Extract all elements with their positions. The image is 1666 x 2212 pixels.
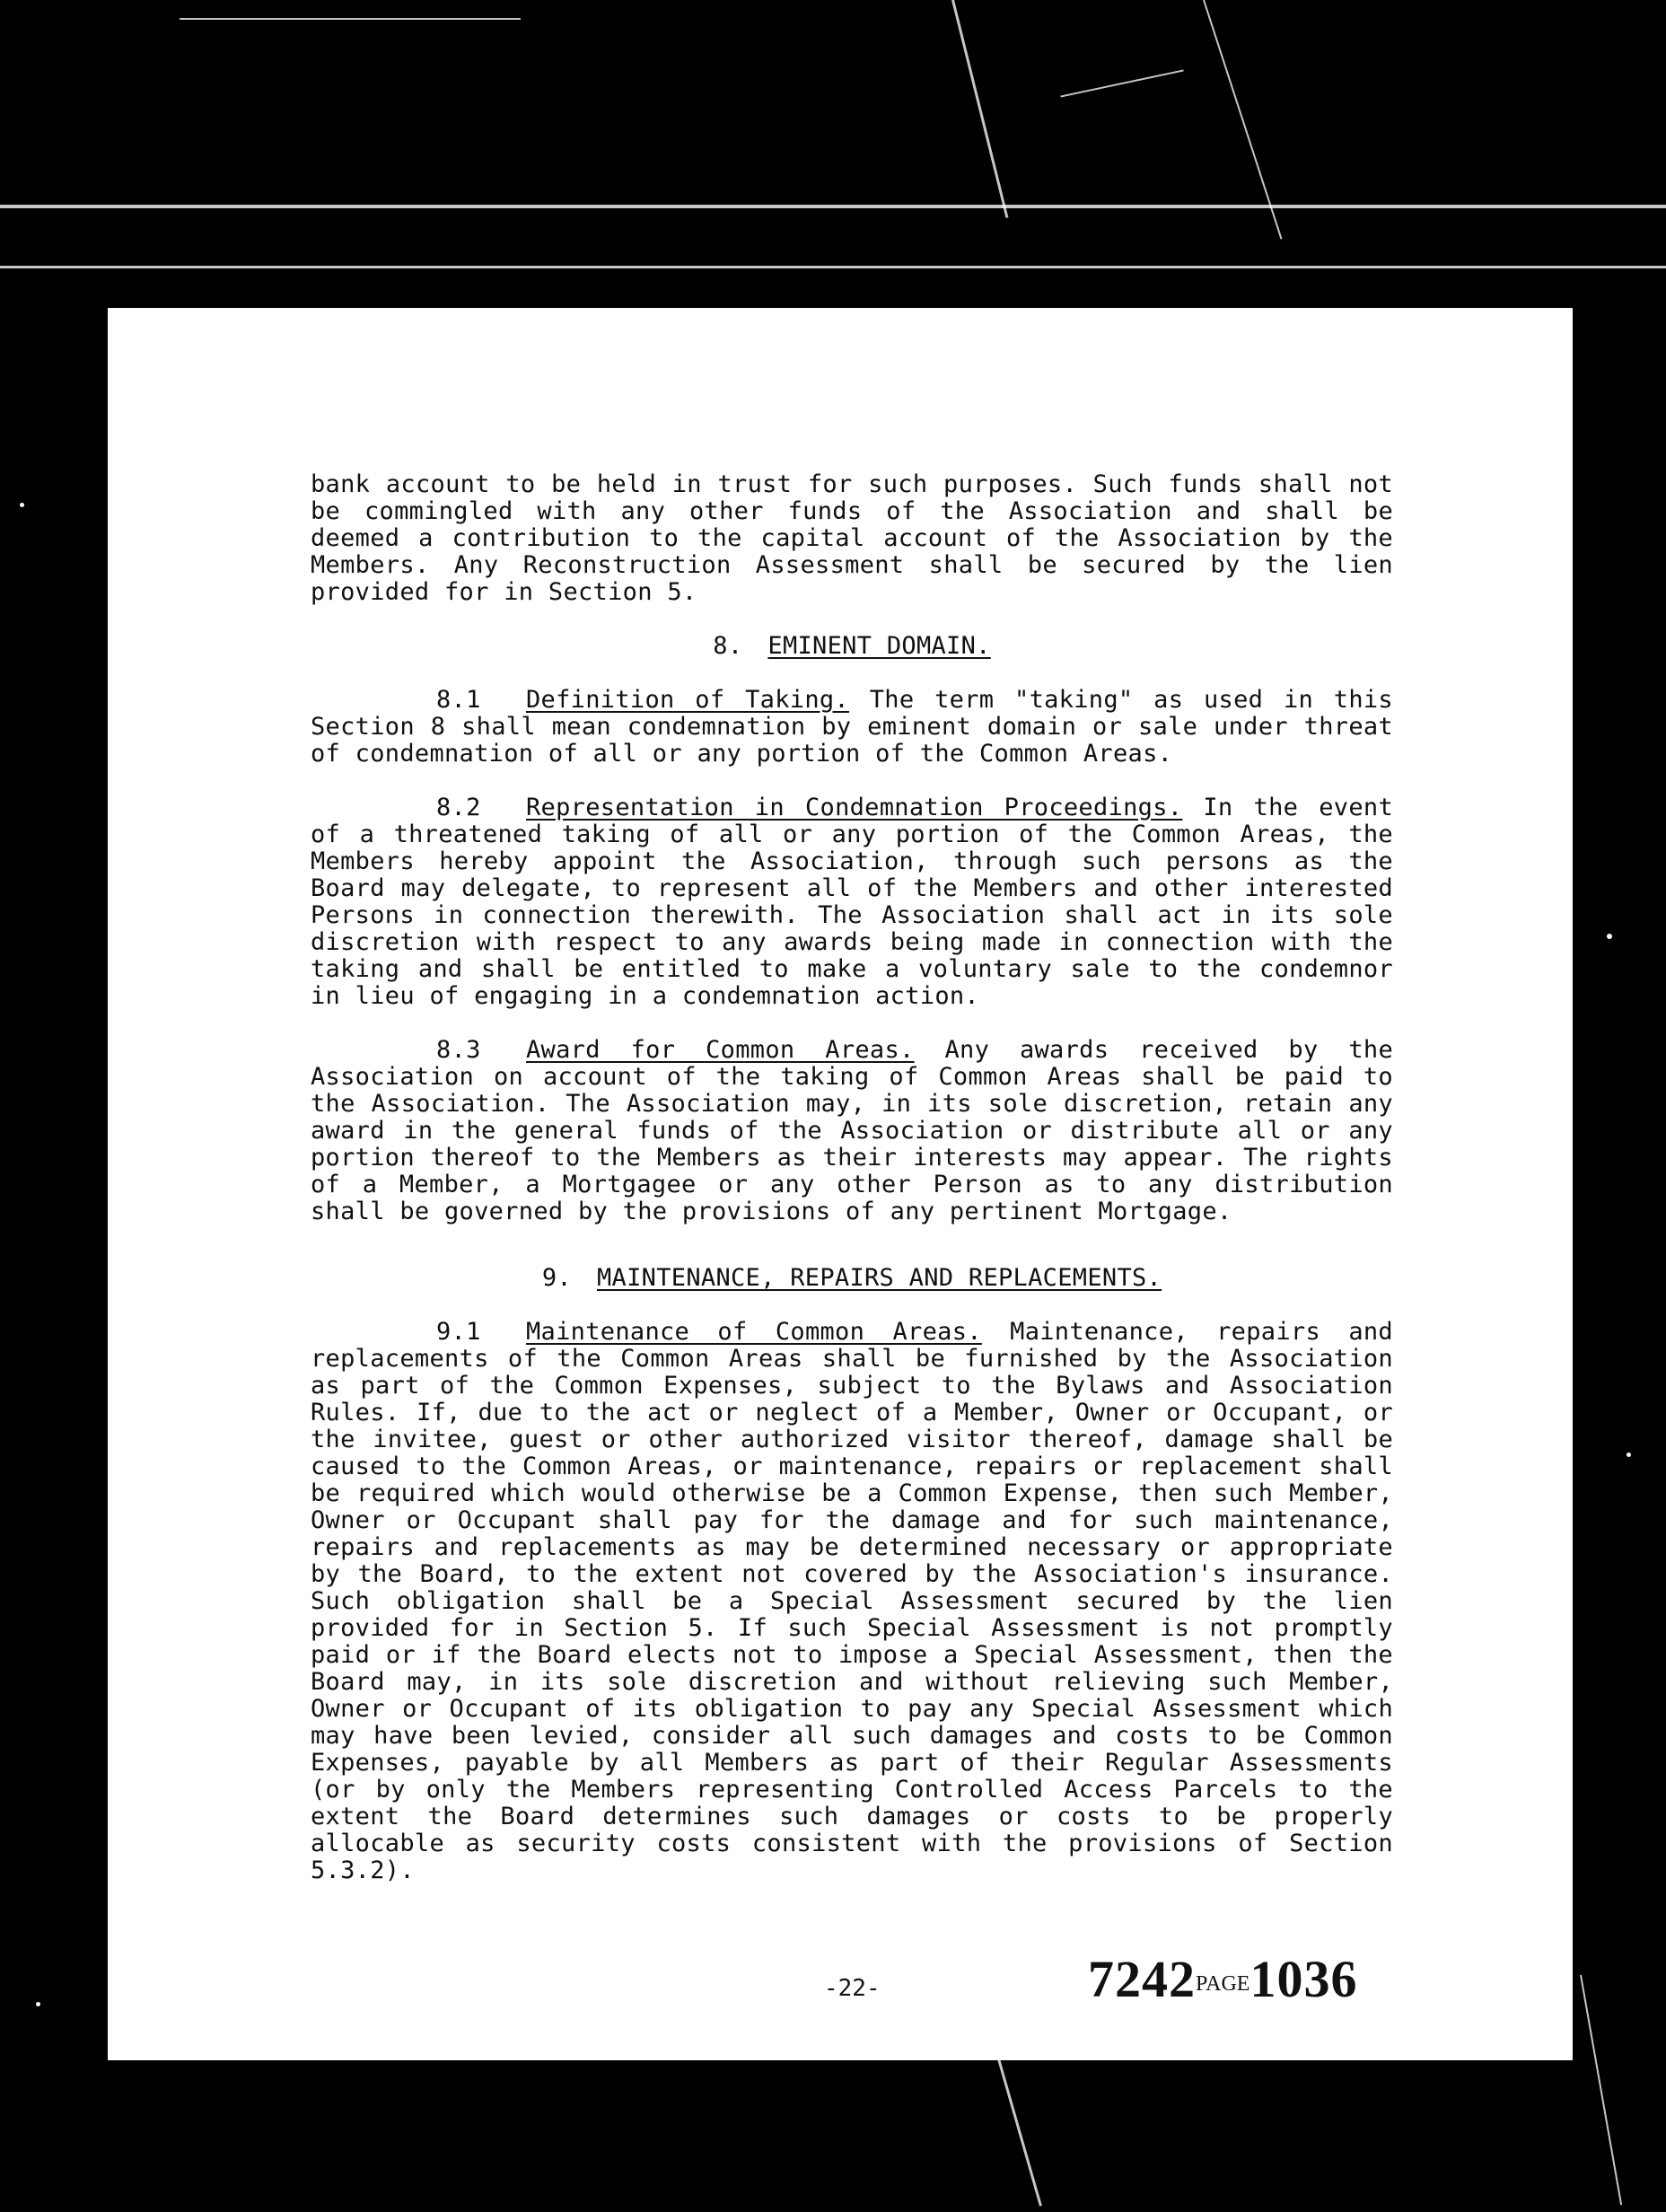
clause-number: 8.1 bbox=[436, 686, 481, 714]
scan-bottom-margin bbox=[0, 2060, 1666, 2212]
scan-streak bbox=[0, 266, 1666, 268]
intro-paragraph: bank account to be held in trust for such purposes. Such funds shall not be commingled with any other funds of the Association and shall be deemed a contribution to the capital account of the Association by the Members. Any Reconstruction Assessment shall be secured by the lien provided for in Section 5. bbox=[311, 470, 1393, 606]
section-8-number: 8. bbox=[713, 632, 743, 660]
clause-number: 8.2 bbox=[436, 794, 481, 821]
stamp-middle: PAGE bbox=[1196, 1972, 1250, 1997]
clause-heading: Award for Common Areas. bbox=[526, 1036, 915, 1064]
clause-9-1 bbox=[311, 1319, 1393, 1884]
section-8-heading bbox=[311, 633, 1393, 660]
scan-speck bbox=[20, 503, 24, 507]
recording-stamp bbox=[1088, 1949, 1357, 2009]
clause-text: The term "taking" as used in this Section 8 shall mean condemnation by eminent domain or sale under threat of condemnation of all or any portion of the Common Areas. bbox=[311, 686, 1393, 768]
stamp-page: 1036 bbox=[1250, 1950, 1358, 2008]
clause-text: In the event of a threatened taking of all or any portion of the Common Areas, the Members hereby appoint the Association, through such persons as the Board may delegate, to represent all of the Members and other interested Persons in connection therewith. The Association shall act in its sole discretion with respect to any awards being made in connection with the taking and shall be entitled to make a voluntary sale to the condemnor in lieu of engaging in a condemnation action. bbox=[311, 794, 1393, 1010]
page-content bbox=[311, 471, 1393, 1911]
clause-8-1 bbox=[311, 687, 1393, 768]
section-9-heading bbox=[311, 1265, 1393, 1292]
scan-top-margin bbox=[0, 0, 1666, 308]
scan-speck bbox=[1607, 934, 1612, 939]
clause-8-2 bbox=[311, 794, 1393, 1010]
scan-streak bbox=[180, 18, 521, 20]
clause-8-3 bbox=[311, 1037, 1393, 1225]
clause-heading: Maintenance of Common Areas. bbox=[526, 1318, 982, 1346]
clause-text: Any awards received by the Association on account of the taking of Common Areas shall be paid to the Association. The Association may, in its sole discretion, retain any award in the general funds of the Association or distribute all or any portion thereof to the Members as their interests may appear. The rights of a Member, a Mortgagee or any other Person as to any distribution shall be governed by the provisions of any pertinent Mortgage. bbox=[311, 1036, 1393, 1225]
clause-text: Maintenance, repairs and replacements of the Common Areas shall be furnished by the Association as part of the Common Expenses, subject to the Bylaws and Association Rules. If, due to the act or neglect of a Member, Owner or Occupant, or the invitee, guest or other authorized visitor thereof, damage shall be caused to the Common Areas, or maintenance, repairs or replacement shall be required which would otherwise be a Common Expense, then such Member, Owner or Occupant shall pay for the damage and for such maintenance, repairs and replacements as may be determined necessary or appropriate by the Board, to the extent not covered by the Association's insurance. Such obligation shall be a Special Assessment secured by the lien provided for in Section 5. If such Special Assessment is not promptly paid or if the Board elects not to impose a Special Assessment, then the Board may, in its sole discretion and without relieving such Member, Owner or Occupant of its obligation to pay any Special Assessment which may have been levied, consider all such damages and costs to be Common Expenses, payable by all Members as part of their Regular Assessments (or by only the Members representing Controlled Access Parcels to the extent the Board determines such damages or costs to be properly allocable as security costs consistent with the provisions of Section 5.3.2). bbox=[311, 1318, 1393, 1884]
clause-number: 9.1 bbox=[436, 1318, 481, 1346]
clause-heading: Definition of Taking. bbox=[526, 686, 849, 714]
clause-number: 8.3 bbox=[436, 1036, 481, 1064]
section-9-title: MAINTENANCE, REPAIRS AND REPLACEMENTS. bbox=[597, 1264, 1162, 1292]
section-9-number: 9. bbox=[541, 1264, 572, 1292]
clause-heading: Representation in Condemnation Proceedings. bbox=[526, 794, 1183, 821]
scan-speck bbox=[1627, 1453, 1631, 1457]
stamp-book: 7242 bbox=[1088, 1950, 1196, 2008]
document-page bbox=[108, 308, 1573, 2060]
scan-streak bbox=[0, 205, 1666, 208]
section-8-title: EMINENT DOMAIN. bbox=[767, 632, 991, 660]
page-number: -22- bbox=[824, 1975, 881, 2002]
scan-speck bbox=[36, 2002, 40, 2006]
